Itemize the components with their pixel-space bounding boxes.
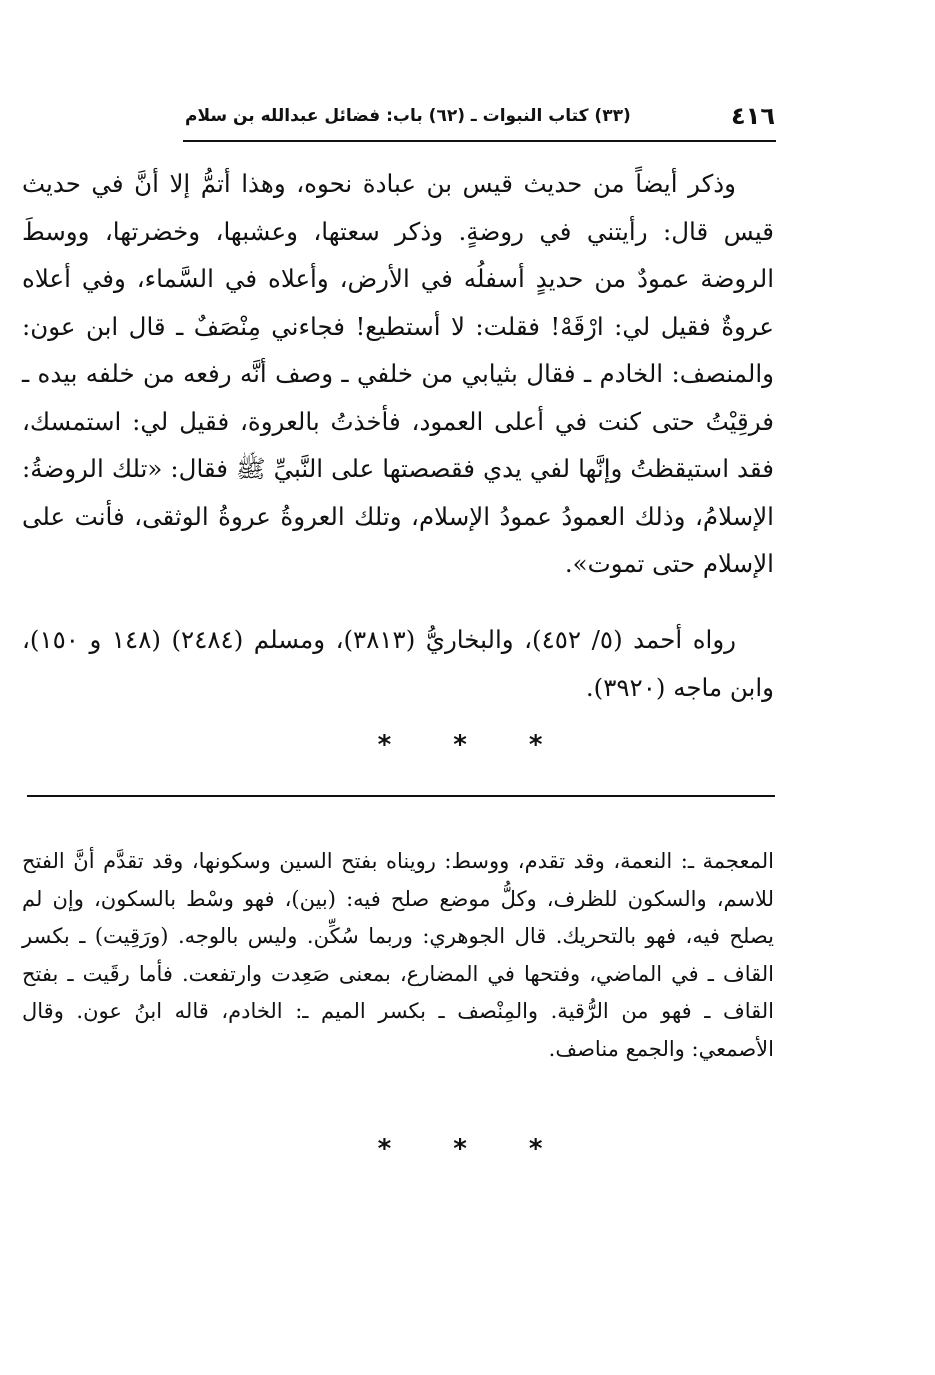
separator-star: * bbox=[453, 1134, 467, 1164]
separator-star: * bbox=[528, 1134, 543, 1164]
hadith-paragraph: وذكر أيضاً من حديث قيس بن عبادة نحوه، وهذا أتمُّ إلا أنَّ في حديث قيس قال: رأيتني في روضةٍ. وذكر سعتها، وعشبها، وخضرتها، ووسطَ الروضة عمودٌ من حديدٍ أسفلُه في الأرض، وأعلاه في السَّماء، وفي أعلاه عروةٌ فقيل لي: ارْقَهْ! فقلت: لا أستطيع! فجاءني مِنْصَفٌ ـ قال ابن عون: والمنصف: الخادم ـ فقال بثيابي من خلفي ـ وصف أنَّه رفعه من خلفه بيده ـ فرقِيْتُ حتى كنت في أعلى العمود، فأخذتُ بالعروة، فقيل لي: استمسك، فقد استيقظتُ وإنَّها لفي يدي فقصصتها على النَّبيِّ ﷺ فقال: «تلك الروضةُ: الإسلامُ، وذلك العمودُ عمودُ الإسلام، وتلك العروةُ عروةُ الوثقى، فأنت على الإسلام حتى تموت». bbox=[22, 169, 774, 578]
separator-star: * bbox=[528, 730, 543, 760]
main-text bbox=[22, 160, 774, 588]
footnote-text: المعجمة ـ: النعمة، وقد تقدم، ووسط: رويناه بفتح السين وسكونها، وقد تقدَّم أنَّ الفتح للاسم، والسكون للظرف، وكلُّ موضع صلح فيه: (بين)، فهو وسْط بالسكون، وإن لم يصلح فيه، فهو بالتحريك. قال الجوهري: وربما سُكِّن. وليس بالوجه. (ورَقِيت) ـ بكسر القاف ـ في الماضي، وفتحها في المضارع، بمعنى صَعِدت وارتفعت. فأما رقَيت ـ بفتح القاف ـ فهو من الرُّقية. والمِنْصف ـ بكسر الميم ـ: الخادم، قاله ابنُ عون. وقال الأصمعي: والجمع مناصف. bbox=[22, 849, 774, 1061]
citation-text: رواه أحمد (٥/ ٤٥٢)، والبخاريُّ (٣٨١٣)، ومسلم (٢٤٨٤) (١٤٨ و ١٥٠)، وابن ماجه (٣٩٢٠). bbox=[22, 625, 774, 702]
page-number: ٤١٦ bbox=[731, 102, 775, 130]
running-head: (٣٣) كتاب النبوات ـ (٦٢) باب: فضائل عبدالله بن سلام bbox=[185, 106, 631, 126]
section-separator bbox=[250, 730, 670, 760]
footnote bbox=[22, 843, 774, 1068]
separator-star: * bbox=[377, 1134, 392, 1164]
page-header bbox=[185, 96, 775, 136]
separator-star: * bbox=[377, 730, 392, 760]
end-separator bbox=[250, 1134, 670, 1164]
header-rule bbox=[183, 140, 776, 142]
footnote-rule bbox=[27, 795, 775, 797]
separator-star: * bbox=[453, 730, 467, 760]
source-citation bbox=[22, 616, 774, 712]
